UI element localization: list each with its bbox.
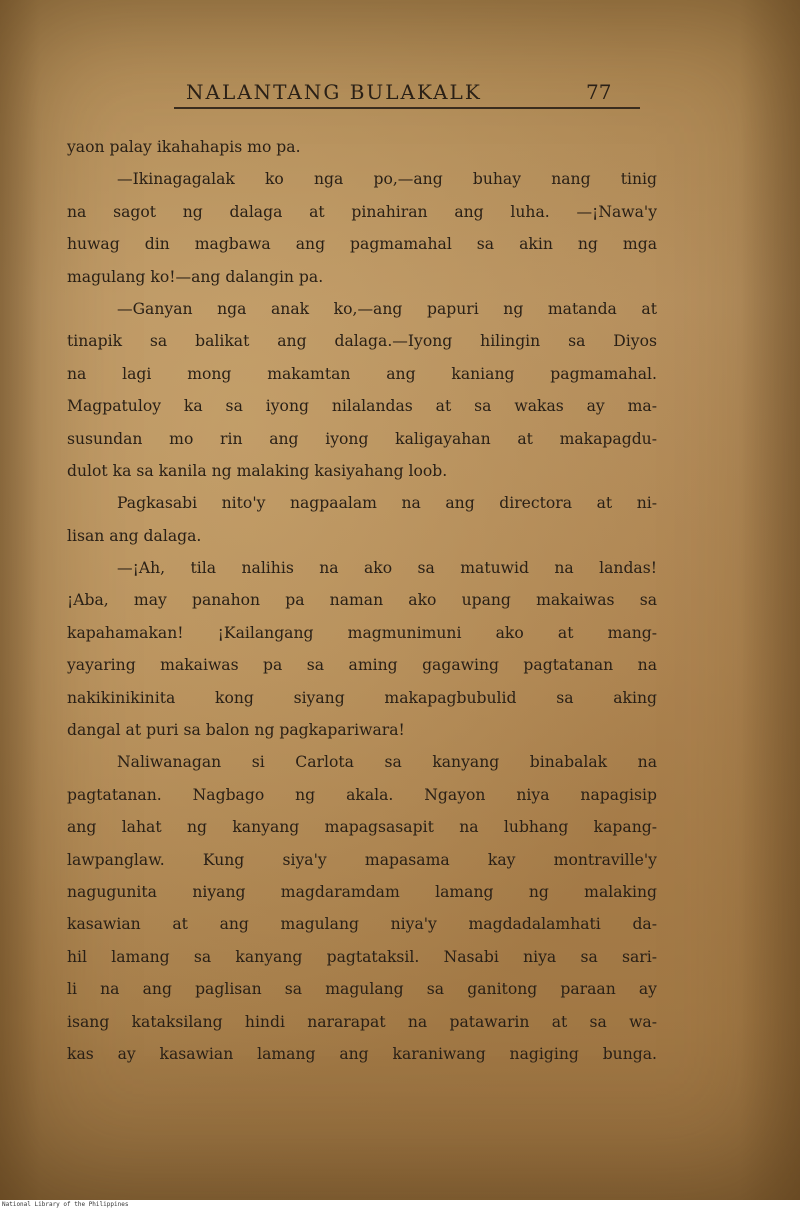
text-line: lisan ang dalaga. (67, 526, 202, 545)
text-line: —¡Ah, tila nalihis na ako sa matuwid na landas! (117, 559, 657, 578)
text-line: ang lahat ng kanyang mapagsasapit na lubhang kapang- (67, 818, 657, 837)
text-line: hil lamang sa kanyang pagtataksil. Nasabi niya sa sari- (67, 947, 657, 966)
text-line: li na ang paglisan sa magulang sa ganitong paraan ay (67, 980, 657, 999)
text-line: kapahamakan! ¡Kailangang magmunimuni ako at mang- (67, 623, 657, 642)
page-edge-shadow-right (740, 0, 800, 1200)
header-rule (174, 107, 640, 109)
text-line: dulot ka sa kanila ng malaking kasiyahang loob. (67, 461, 448, 480)
page-edge-shadow-left (0, 0, 40, 1200)
running-head-title: NALANTANG BULAKALK (186, 80, 482, 104)
text-line: lawpanglaw. Kung siya'y mapasama kay montraville'y (67, 850, 657, 869)
text-line: tinapik sa balikat ang dalaga.—Iyong hilingin sa Diyos (67, 332, 657, 351)
text-line: dangal at puri sa balon ng pagkapariwara! (67, 721, 405, 740)
text-line: pagtatanan. Nagbago ng akala. Ngayon niya napagisip (67, 785, 657, 804)
text-line: nakikinikinita kong siyang makapagbubulid sa aking (67, 688, 657, 707)
text-line: Magpatuloy ka sa iyong nilalandas at sa wakas ay ma- (67, 397, 657, 416)
library-credit: National Library of the Philippines (2, 1201, 129, 1208)
text-line: Naliwanagan si Carlota sa kanyang binabalak na (117, 753, 657, 772)
text-line: ¡Aba, may panahon pa naman ako upang makaiwas sa (67, 591, 657, 610)
text-line: Pagkasabi nito'y nagpaalam na ang directora at ni- (117, 494, 657, 513)
text-line: yayaring makaiwas pa sa aming gagawing pagtatanan na (67, 656, 657, 675)
text-line: magulang ko!—ang dalangin pa. (67, 267, 324, 286)
text-line: kas ay kasawian lamang ang karaniwang nagiging bunga. (67, 1044, 657, 1063)
text-line: na sagot ng dalaga at pinahiran ang luha. —¡Nawa'y (67, 202, 657, 221)
body-text (67, 131, 657, 1070)
text-line: isang kataksilang hindi nararapat na patawarin at sa wa- (67, 1012, 657, 1031)
text-line: —Ikinagagalak ko nga po,—ang buhay nang tinig (117, 170, 657, 189)
text-line: huwag din magbawa ang pagmamahal sa akin ng mga (67, 235, 657, 254)
page-number: 77 (586, 80, 612, 104)
text-line: nagugunita niyang magdaramdam lamang ng malaking (67, 882, 657, 901)
text-line: susundan mo rin ang iyong kaligayahan at makapagdu- (67, 429, 657, 448)
text-line: na lagi mong makamtan ang kaniang pagmamahal. (67, 364, 657, 383)
text-line: —Ganyan nga anak ko,—ang papuri ng matanda at (117, 299, 657, 318)
text-line: yaon palay ikahahapis mo pa. (67, 138, 301, 156)
text-line: kasawian at ang magulang niya'y magdadalamhati da- (67, 915, 657, 934)
